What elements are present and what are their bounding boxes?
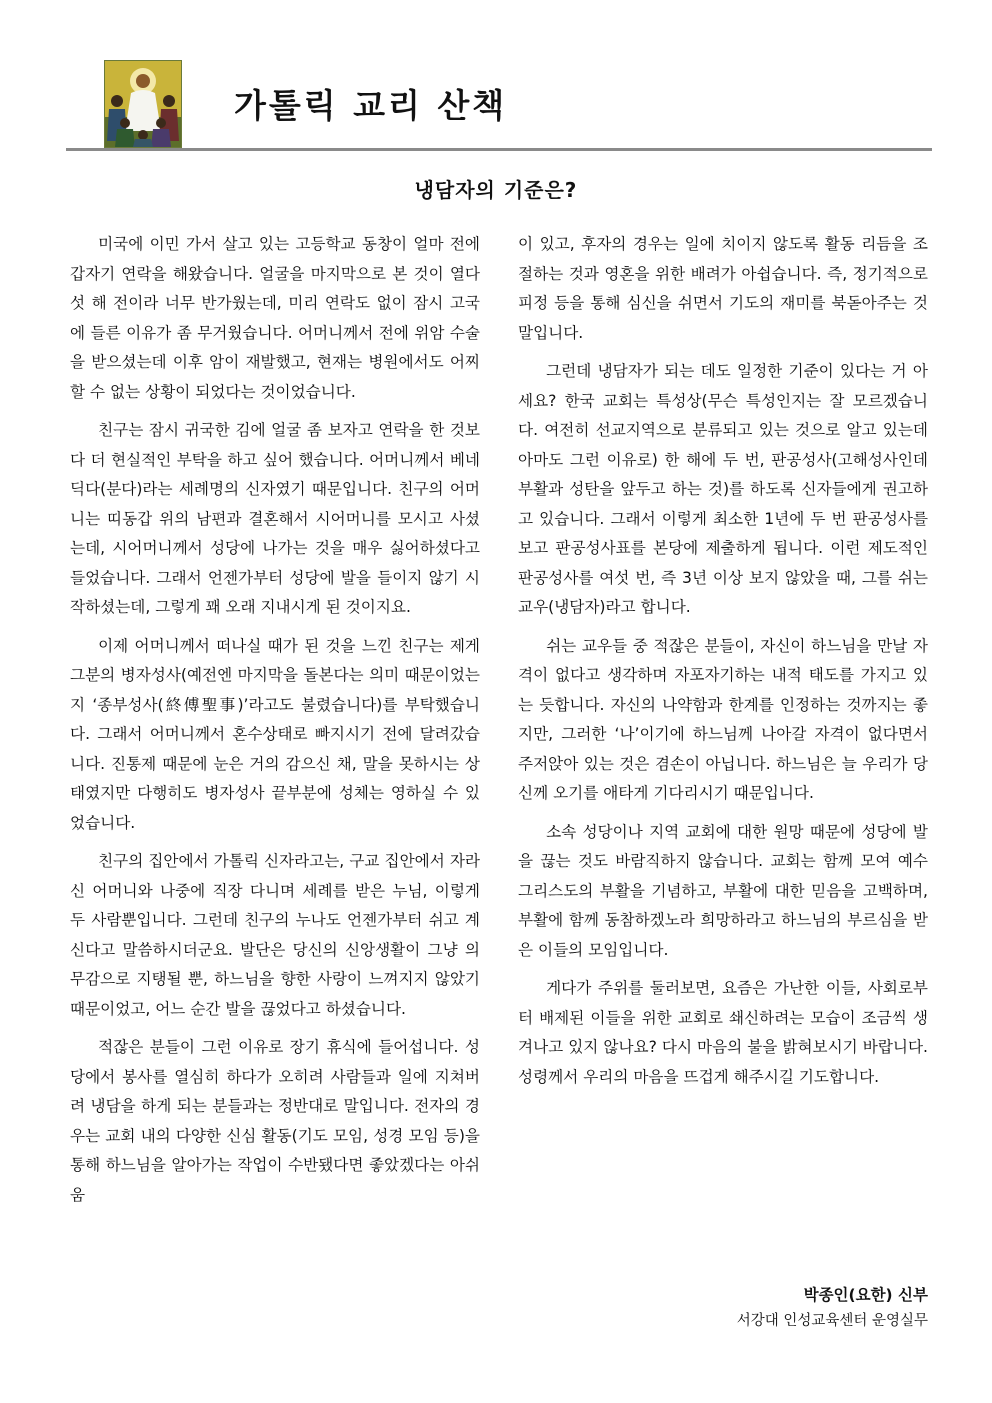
paragraph: 그런데 냉담자가 되는 데도 일정한 기준이 있다는 거 아세요? 한국 교회는 특성상(무슨 특성인지는 잘 모르겠습니다. 여전히 선교지역으로 분류되고 있는 것으로 알고 있는데 아마도 그런 이유로) 한 해에 두 번, 판공성사(고해성사인데 부활과 성탄을 앞두고 하는 것)를 하도록 신자들에게 권고하고 있습니다. 그래서 이렇게 최소한 1년에 두 번 판공성사를 보고 판공성사표를 본당에 제출하게 됩니다. 이런 제도적인 판공성사를 여섯 번, 즉 3년 이상 보지 않았을 때, 그를 쉬는 교우(냉담자)라고 합니다. (518, 362, 928, 616)
paragraph: 미국에 이민 가서 살고 있는 고등학교 동창이 얼마 전에 갑자기 연락을 해왔습니다. 얼굴을 마지막으로 본 것이 열다섯 해 전이라 너무 반가웠는데, 미리 연락도 없이 잠시 고국에 들른 이유가 좀 무거웠습니다. 어머니께서 전에 위암 수술을 받으셨는데 이후 암이 재발했고, 현재는 병원에서도 어찌할 수 없는 상황이 되었다는 것이었습니다. (70, 235, 480, 401)
author-name: 박종인(요한) 신부 (803, 1286, 928, 1304)
page-header (66, 58, 932, 150)
paragraph: 친구의 집안에서 가톨릭 신자라고는, 구교 집안에서 자라신 어머니와 나중에 직장 다니며 세례를 받은 누님, 이렇게 두 사람뿐입니다. 그런데 친구의 누나도 언젠가부터 쉬고 계신다고 말씀하시더군요. 발단은 당신의 신앙생활이 그냥 의무감으로 지탱될 뿐, 하느님을 향한 사랑이 느껴지지 않았기 때문이었고, 어느 순간 발을 끊었다고 하셨습니다. (70, 852, 480, 1018)
article-column-right (518, 230, 928, 1101)
header-divider (66, 148, 932, 151)
author-role: 서강대 인성교육센터 운영실무 (736, 1313, 928, 1329)
paragraph: 소속 성당이나 지역 교회에 대한 원망 때문에 성당에 발을 끊는 것도 바람직하지 않습니다. 교회는 함께 모여 예수 그리스도의 부활을 기념하고, 부활에 대한 믿음을 고백하며, 부활에 함께 동참하겠노라 희망하라고 하느님의 부르심을 받은 이들의 모임입니다. (518, 822, 928, 959)
paragraph: 게다가 주위를 둘러보면, 요즘은 가난한 이들, 사회로부터 배제된 이들을 위한 교회로 쇄신하려는 모습이 조금씩 생겨나고 있지 않나요? 다시 마음의 불을 밝혀보시기 바랍니다. 성령께서 우리의 마음을 뜨겁게 해주시길 기도합니다. (518, 979, 928, 1086)
paragraph-continued: 이 있고, 후자의 경우는 일에 치이지 않도록 활동 리듬을 조절하는 것과 영혼을 위한 배려가 아쉽습니다. 즉, 정기적으로 피정 등을 통해 심신을 쉬면서 기도의 재미를 북돋아주는 것 말입니다. (518, 235, 928, 342)
paragraph: 이제 어머니께서 떠나실 때가 된 것을 느낀 친구는 제게 그분의 병자성사(예전엔 마지막을 돌본다는 의미 때문이었는지 ‘종부성사(終傅聖事)’라고도 불렸습니다)를 부탁했습니다. 그래서 어머니께서 혼수상태로 빠지시기 전에 달려갔습니다. 진통제 때문에 눈은 거의 감으신 채, 말을 못하시는 상태였지만 다행히도 병자성사 끝부분에 성체는 영하실 수 있었습니다. (70, 636, 480, 832)
paragraph: 적잖은 분들이 그런 이유로 장기 휴식에 들어섭니다. 성당에서 봉사를 열심히 하다가 오히려 사람들과 일에 지쳐버려 냉담을 하게 되는 분들과는 정반대로 말입니다. 전자의 경우는 교회 내의 다양한 신심 활동(기도 모임, 성경 모임 등)을 통해 하느님을 알아가는 작업이 수반됐다면 좋았겠다는 아쉬움 (70, 1038, 480, 1204)
paragraph: 친구는 잠시 귀국한 김에 얼굴 좀 보자고 연락을 한 것보다 더 현실적인 부탁을 하고 싶어 했습니다. 어머니께서 베네딕다(분다)라는 세례명의 신자였기 때문입니다. 친구의 어머니는 띠동갑 위의 남편과 결혼해서 시어머니를 모시고 사셨는데, 시어머니께서 성당에 나가는 것을 매우 싫어하셨다고 들었습니다. 그래서 언젠가부터 성당에 발을 들이지 않기 시작하셨는데, 그렇게 꽤 오래 지내시게 된 것이지요. (70, 421, 480, 616)
page-title: 가톨릭 교리 산책 (234, 86, 508, 125)
article-column-left (70, 230, 480, 1219)
article-subtitle: 냉담자의 기준은? (414, 178, 578, 202)
jesus-with-disciples-icon (104, 60, 182, 148)
author-signature (737, 1282, 928, 1334)
paragraph: 쉬는 교우들 중 적잖은 분들이, 자신이 하느님을 만날 자격이 없다고 생각하며 자포자기하는 내적 태도를 가지고 있는 듯합니다. 자신의 나약함과 한계를 인정하는 것까지는 좋지만, 그러한 ‘나’이기에 하느님께 나아갈 자격이 없다면서 주저앉아 있는 것은 겸손이 아닙니다. 하느님은 늘 우리가 당신께 오기를 애타게 기다리시기 때문입니다. (518, 636, 928, 802)
